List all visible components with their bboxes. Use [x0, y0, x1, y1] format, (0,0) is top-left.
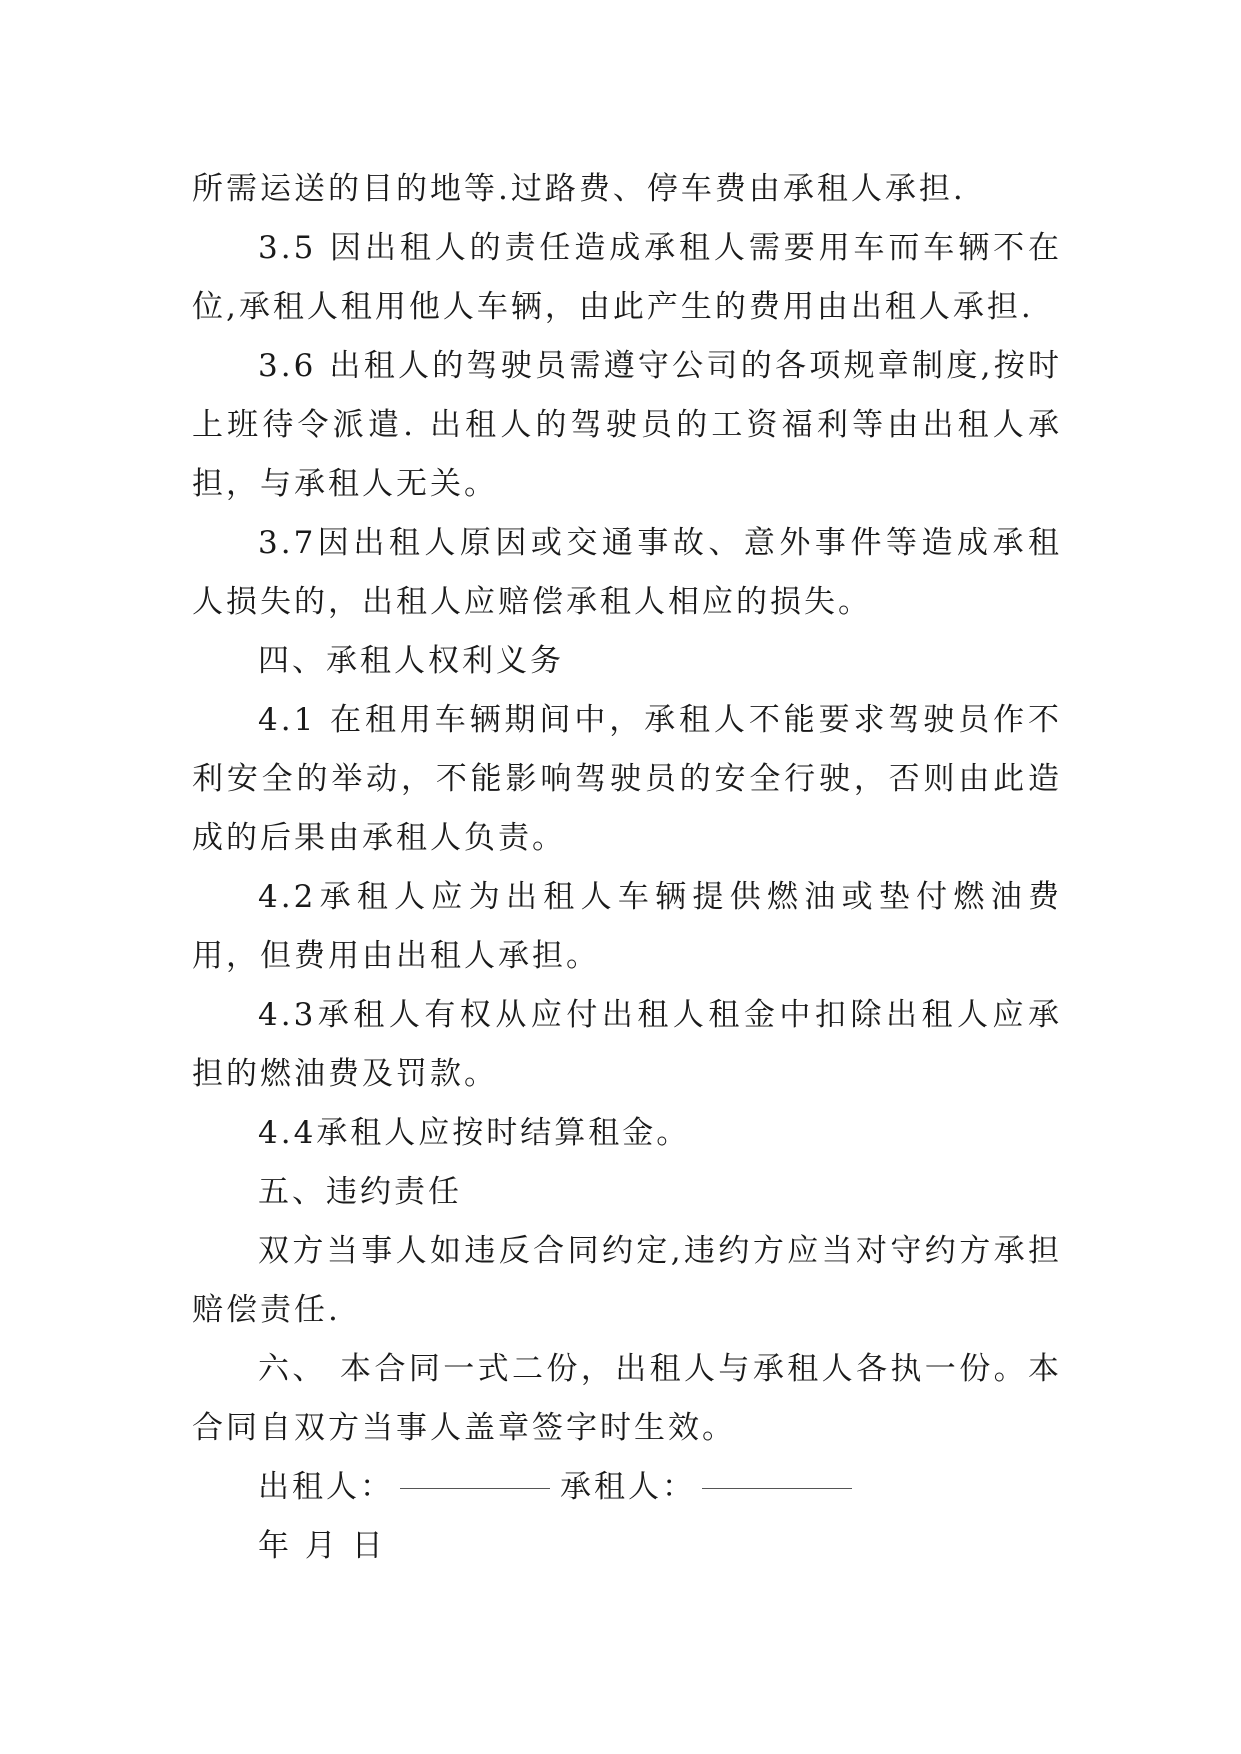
clause-4-4: 4.4承租人应按时结算租金。: [258, 1115, 691, 1151]
clause-3-6: 3.6 出租人的驾驶员需遵守公司的各项规章制度,按时上班待令派遣. 出租人的驾驶员的工资福利等由出租人承担，与承租人无关。: [192, 348, 1062, 502]
breach-clause: 双方当事人如违反合同约定,违约方应当对守约方承担赔偿责任.: [192, 1233, 1062, 1328]
clause-3-5: 3.5 因出租人的责任造成承租人需要用车而车辆不在位,承租人租用他人车辆，由此产生的费用由出租人承担.: [192, 230, 1062, 325]
signature-line: [192, 1458, 1062, 1517]
paragraph-continuation: 所需运送的目的地等.过路费、停车费由承租人承担.: [192, 171, 966, 207]
lessee-signature-blank: [702, 1487, 852, 1489]
date-line: 年 月 日: [258, 1528, 386, 1564]
lessee-label: 承租人：: [560, 1469, 696, 1505]
section-6-clause: 六、 本合同一式二份，出租人与承租人各执一份。本合同自双方当事人盖章签字时生效。: [192, 1351, 1062, 1446]
lessor-signature-blank: [400, 1487, 550, 1489]
clause-3-7: 3.7因出租人原因或交通事故、意外事件等造成承租人损失的，出租人应赔偿承租人相应的损失。: [192, 525, 1062, 620]
section-heading-5: 五、违约责任: [258, 1174, 462, 1210]
clause-4-3: 4.3承租人有权从应付出租人租金中扣除出租人应承担的燃油费及罚款。: [192, 997, 1062, 1092]
section-heading-4: 四、承租人权利义务: [258, 643, 564, 679]
clause-4-1: 4.1 在租用车辆期间中，承租人不能要求驾驶员作不利安全的举动，不能影响驾驶员的安全行驶，否则由此造成的后果由承租人负责。: [192, 702, 1062, 856]
contract-body: [192, 160, 1062, 1576]
clause-4-2: 4.2承租人应为出租人车辆提供燃油或垫付燃油费用，但费用由出租人承担。: [192, 879, 1062, 974]
lessor-label: 出租人：: [258, 1469, 394, 1505]
